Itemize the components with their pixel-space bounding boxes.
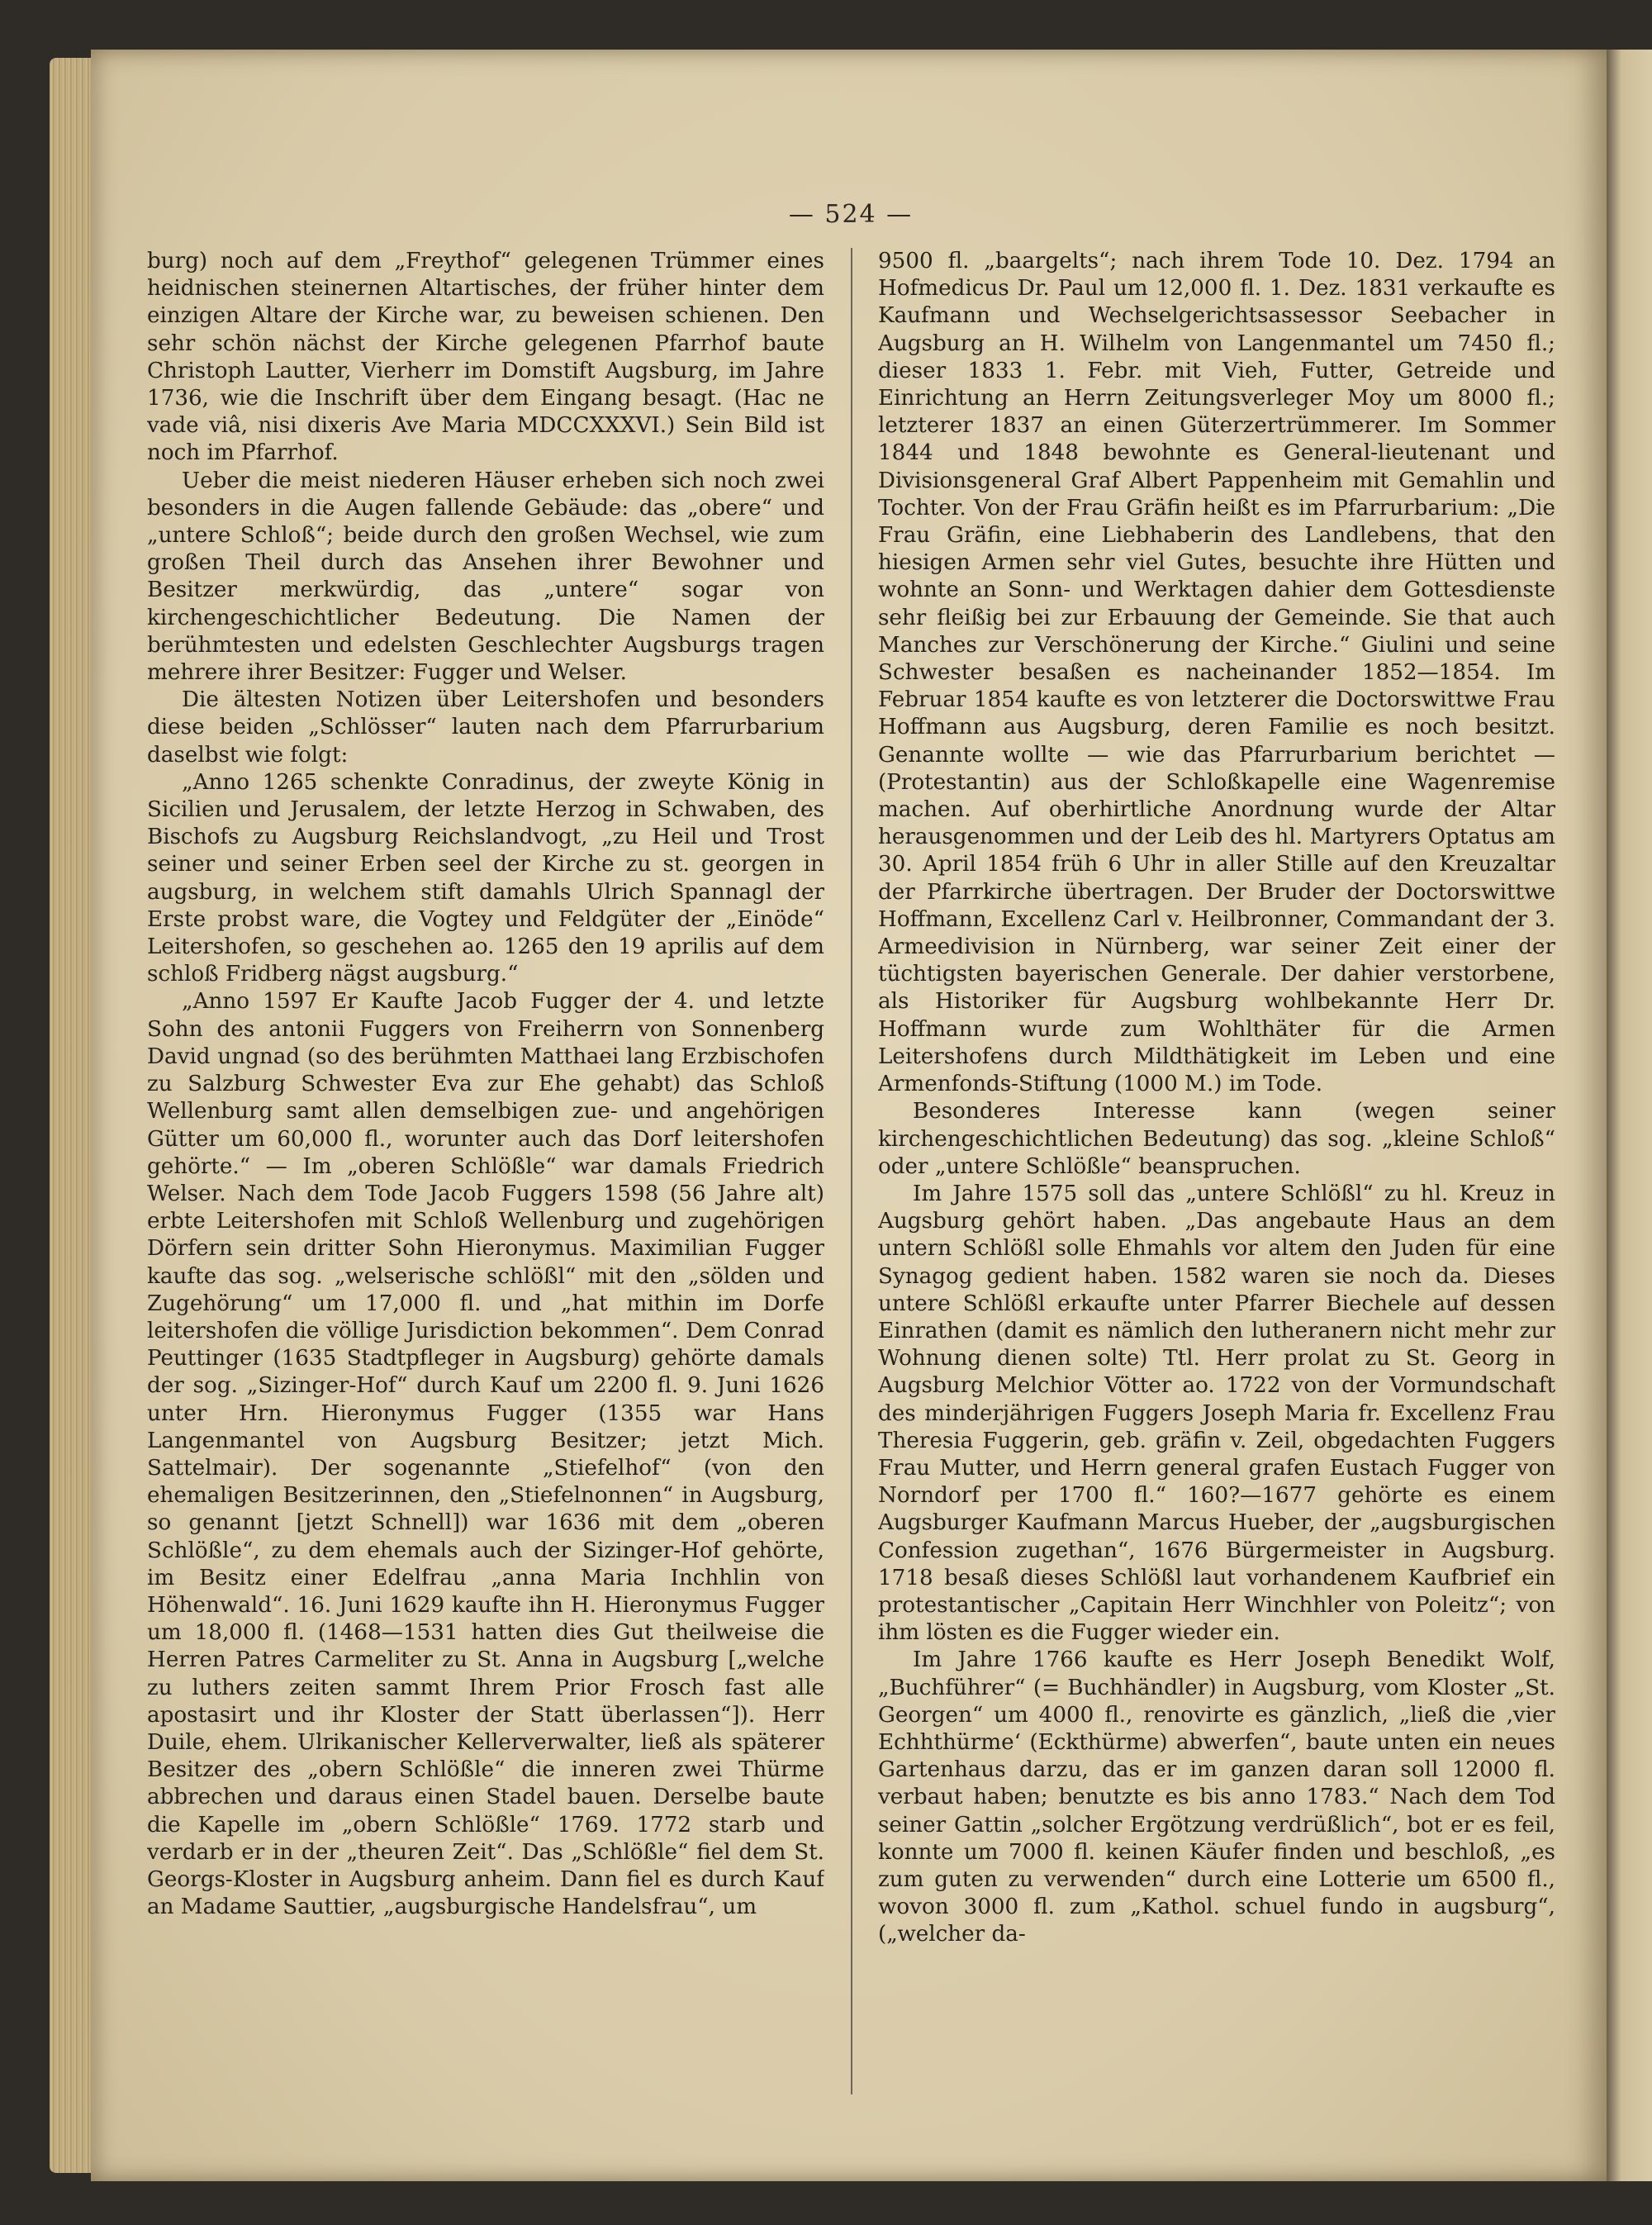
paragraph: „Anno 1265 schenkte Conradinus, der zweyte König in Sicilien und Jerusalem, der letzte Herzog in Schwaben, des Bischofs zu Augsburg Reichslandvogt, „zu Heil und Trost seiner und seiner Erben seel der Kirche zu st. georgen in augsburg, in welchem stift damahls Ulrich Spannagl der Erste probst ware, die Vogtey und Feldgüter der „Einöde“ Leitershofen, so geschehen ao. 1265 den 19 aprilis auf dem schloß Fridberg nägst augsburg.“ [147,769,824,987]
left-column [147,248,824,2099]
paragraph: Ueber die meist niederen Häuser erheben sich noch zwei besonders in die Augen fallende Gebäude: das „obere“ und „untere Schloß“; beide durch den großen Wechsel, wie zum großen Theil durch das Ansehen ihrer Bewohner und Besitzer merkwürdig, das „untere“ sogar von kirchengeschichtlicher Bedeutung. Die Namen der berühmtesten und edelsten Geschlechter Augsburgs tragen mehrere ihrer Besitzer: Fugger und Welser. [147,468,824,686]
right-column [878,248,1555,2099]
paragraph: Besonderes Interesse kann (wegen seiner kirchengeschichtlichen Bedeutung) das sog. „kleine Schloß“ oder „untere Schlößle“ beanspruchen. [878,1099,1555,1179]
page-number: — 524 — [788,200,914,229]
paragraph: Im Jahre 1766 kaufte es Herr Joseph Benedikt Wolf, „Buchführer“ (= Buchhändler) in Augsburg, vom Kloster „St. Georgen“ um 4000 fl., renovirte es gänzlich, „ließ die ‚vier Echhthürme‘ (Eckthürme) abwerfen“, baute unten ein neues Gartenhaus darzu, das er im ganzen daran soll 12000 fl. verbaut haben; benutzte es bis anno 1783.“ Nach dem Tod seiner Gattin „solcher Ergötzung verdrüßlich“, bot er es feil, konnte um 7000 fl. keinen Käufer finden und beschloß, „es zum guten zu verwenden“ durch eine Lotterie um 6500 fl., wovon 3000 fl. zum „Kathol. schuel fundo in augsburg“, („welcher da- [878,1647,1555,1947]
paragraph: burg) noch auf dem „Freythof“ gelegenen Trümmer eines heidnischen steinernen Altartisches, der früher hinter dem einzigen Altare der Kirche war, zu beweisen schienen. Den sehr schön nächst der Kirche gelegenen Pfarrhof baute Christoph Lautter, Vierherr im Domstift Augsburg, im Jahre 1736, wie die Inschrift über dem Eingang besagt. (Hac ne vade viâ, nisi dixeris Ave Maria MDCCXXXVI.) Sein Bild ist noch im Pfarrhof. [147,249,824,466]
column-divider [851,248,852,2094]
facing-page-edge [1607,50,1652,2181]
paragraph: „Anno 1597 Er Kaufte Jacob Fugger der 4. und letzte Sohn des antonii Fuggers von Freiherrn von Sonnenberg David ungnad (so des berühmten Matthaei lang Erzbischofen zu Salzburg Schwester Eva zur Ehe gehabt) das Schloß Wellenburg samt allen demselbigen zue- und angehörigen Gütter um 60,000 fl., worunter auch das Dorf leitershofen gehörte.“ — Im „oberen Schlößle“ war damals Friedrich Welser. Nach dem Tode Jacob Fuggers 1598 (56 Jahre alt) erbte Leitershofen mit Schloß Wellenburg und zugehörigen Dörfern sein dritter Sohn Hieronymus. Maximilian Fugger kaufte das sog. „welserische schlößl“ mit den „sölden und Zugehörung“ um 17,000 fl. und „hat mithin im Dorfe leitershofen die völlige Jurisdiction bekommen“. Dem Conrad Peuttinger (1635 Stadtpfleger in Augsburg) gehörte damals der sog. „Sizinger-Hof“ durch Kauf um 2200 fl. 9. Juni 1626 unter Hrn. Hieronymus Fugger (1355 war Hans Langenmantel von Augsburg Besitzer; jetzt Mich. Sattelmair). Der sogenannte „Stiefelhof“ (von den ehemaligen Besitzerinnen, den „Stiefelnonnen“ in Augsburg, so genannt [jetzt Schnell]) war 1636 mit dem „oberen Schlößle“, zu dem ehemals auch der Sizinger-Hof gehörte, im Besitz einer Edelfrau „anna Maria Inchhlin von Höhenwald“. 16. Juni 1629 kaufte ihn H. Hieronymus Fugger um 18,000 fl. (1468—1531 hatten dies Gut theilweise die Herren Patres Carmeliter zu St. Anna in Augsburg [„welche zu luthers zeiten sammt Ihrem Prior Frosch fast alle apostasirt und ihr Kloster der Statt überlassen“]). Herr Duile, ehem. Ulrikanischer Kellerverwalter, ließ als späterer Besitzer des „obern Schlößle“ die inneren zwei Thürme abbrechen und daraus einen Stadel bauen. Derselbe baute die Kapelle im „obern Schlößle“ 1769. 1772 starb und verdarb er in der „theuren Zeit“. Das „Schlößle“ fiel dem St. Georgs-Kloster in Augsburg anheim. Dann fiel es durch Kauf an Madame Sauttier, „augsburgische Handelsfrau“, um [147,989,824,1920]
paragraph: 9500 fl. „baargelts“; nach ihrem Tode 10. Dez. 1794 an Hofmedicus Dr. Paul um 12,000 fl. 1. Dez. 1831 verkaufte es Kaufmann und Wechselgerichtsassessor Seebacher in Augsburg an H. Wilhelm von Langenmantel um 7450 fl.; dieser 1833 1. Febr. mit Vieh, Futter, Getreide und Einrichtung an Herrn Zeitungsverleger Moy um 8000 fl.; letzterer 1837 an einen Güterzertrümmerer. Im Sommer 1844 und 1848 bewohnte es General-lieutenant und Divisionsgeneral Graf Albert Pappenheim mit Gemahlin und Tochter. Von der Frau Gräfin heißt es im Pfarrurbarium: „Die Frau Gräfin, eine Liebhaberin des Landlebens, that den hiesigen Armen sehr viel Gutes, besuchte ihre Hütten und wohnte an Sonn- und Werktagen dahier dem Gottesdienste sehr fleißig bei zur Erbauung der Gemeinde. Sie that auch Manches zur Verschönerung der Kirche.“ Giulini und seine Schwester besaßen es nacheinander 1852—1854. Im Februar 1854 kaufte es von letzterer die Doctorswittwe Frau Hoffmann aus Augsburg, deren Familie es noch besitzt. Genannte wollte — wie das Pfarrurbarium berichtet — (Protestantin) aus der Schloßkapelle eine Wagenremise machen. Auf oberhirtliche Anordnung wurde der Altar herausgenommen und der Leib des hl. Martyrers Optatus am 30. April 1854 früh 6 Uhr in aller Stille auf den Kreuzaltar der Pfarrkirche übertragen. Der Bruder der Doctorswittwe Hoffmann, Excellenz Carl v. Heilbronner, Commandant der 3. Armeedivision in Nürnberg, war seiner Zeit einer der tüchtigsten bayerischen Generale. Der dahier verstorbene, als Historiker für Augsburg wohlbekannte Herr Dr. Hoffmann wurde zum Wohlthäter für die Armen Leitershofens durch Mildthätigkeit im Leben und eine Armenfonds-Stiftung (1000 M.) im Tode. [878,249,1555,1097]
paragraph: Die ältesten Notizen über Leitershofen und besonders diese beiden „Schlösser“ lauten nach dem Pfarrurbarium daselbst wie folgt: [147,687,824,768]
paragraph: Im Jahre 1575 soll das „untere Schlößl“ zu hl. Kreuz in Augsburg gehört haben. „Das angebaute Haus an dem untern Schlößl solle Ehmahls vor altem den Juden für eine Synagog gedient haben. 1582 waren sie noch da. Dieses untere Schlößl erkaufte unter Pfarrer Biechele auf dessen Einrathen (damit es nämlich den lutheranern nicht mehr zur Wohnung dienen solte) Ttl. Herr prolat zu St. Georg in Augsburg Melchior Vötter ao. 1722 von der Vormundschaft des minderjährigen Fuggers Joseph Maria fr. Excellenz Frau Theresia Fuggerin, geb. gräfin v. Zeil, obgedachten Fuggers Frau Mutter, und Herrn general grafen Eustach Fugger von Norndorf per 1700 fl.“ 160?—1677 gehörte es einem Augsburger Kaufmann Marcus Hueber, der „augsburgischen Confession zugethan“, 1676 Bürgermeister in Augsburg. 1718 besaß dieses Schlößl laut vorhandenem Kaufbrief ein protestantischer „Capitain Herr Winchhler von Poleitz“; von ihm lösten es die Fugger wieder ein. [878,1181,1555,1646]
